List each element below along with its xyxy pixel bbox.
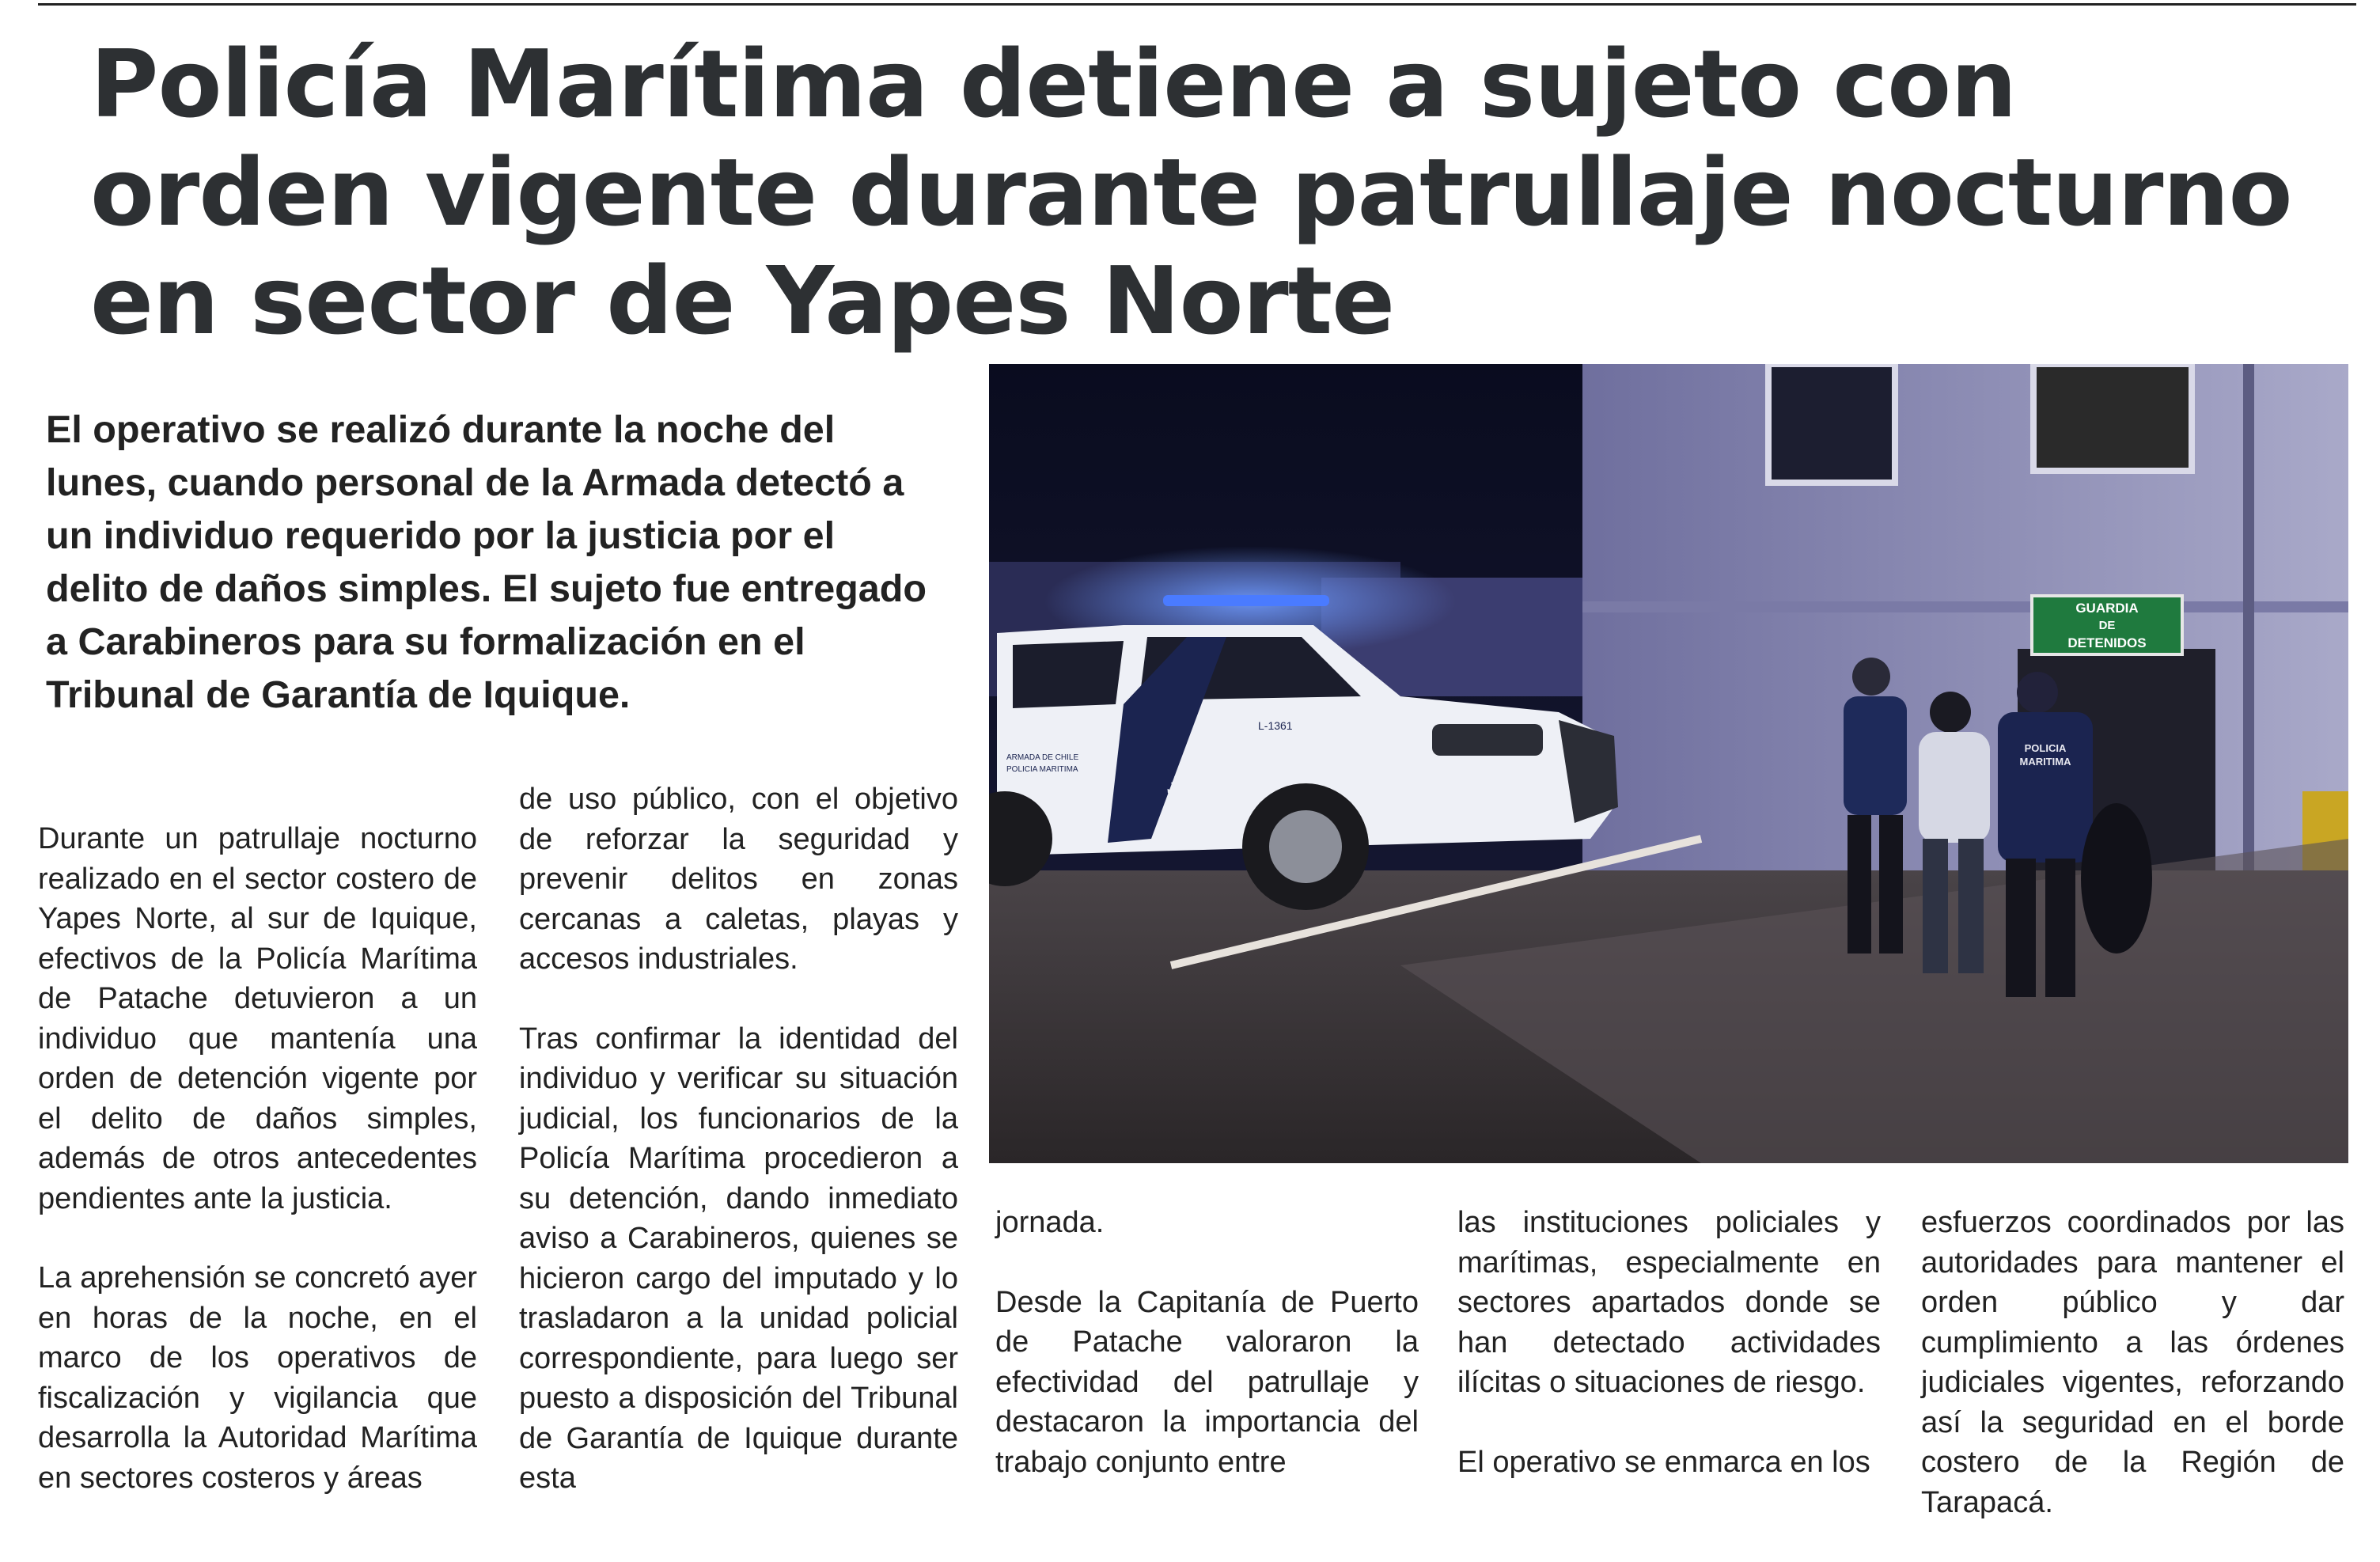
headline: Policía Marítima detiene a sujeto con orden vigente durante patrullaje nocturno en sector de Yapes Norte [90,29,2292,355]
body-paragraph: La aprehensión se concretó ayer en horas de la noche, en el marco de los operativos de fiscalización y vigilancia que desarrolla la Autoridad Marítima en sectores costeros y áreas [38,1261,477,1495]
truck-id: L-1361 [1258,719,1293,732]
sign-line-3: DETENIDOS [2067,635,2147,650]
lead-paragraph: El operativo se realizó durante la noche del lunes, cuando personal de la Armada detectó a un individuo requerido por la justicia por el delito de daños simples. El sujeto fue entregado a Carabineros para su formalización en el Tribunal de Garantía de Iquique. [46,408,927,716]
body-column-3 [995,1203,1419,1522]
body-column-5 [1921,1203,2344,1562]
body-paragraph: Tras confirmar la identidad del individuo y verificar su situación judicial, los funcionarios de la Policía Marítima procedieron a su detención, dando inmediato aviso a Carabineros, quienes se hicieron cargo del imputado y lo trasladaron a la unidad policial correspondiente, para luego ser puesto a disposición del Tribunal de Garantía de Iquique durante esta [519,1022,958,1495]
photo-scene [989,364,2348,1163]
body-paragraph: jornada. [995,1206,1105,1239]
carried-bag [2081,803,2152,954]
building-ledge [1582,601,2348,612]
body-column-4 [1457,1203,1881,1522]
window [1768,364,1895,483]
body-paragraph: esfuerzos coordinados por las autoridades para mantener el orden público y dar cumplimiento a las órdenes judiciales vigentes, reforzando así la seguridad en el borde costero de la Región de Tarapacá. [1921,1206,2344,1519]
guardia-sign [2032,596,2182,654]
body-paragraph: Desde la Capitanía de Puerto de Patache valoraron la efectividad del patrullaje y destacaron la importancia del trabajo conjunto entre [995,1285,1419,1479]
officer-back-line-2: MARITIMA [2019,756,2071,768]
anchor-icon: ⚓ [1165,770,1191,802]
body-column-2 [519,779,958,1538]
body-paragraph: Durante un patrullaje nocturno realizado en el sector costero de Yapes Norte, al sur de Iquique, efectivos de la Policía Marítima de Patache detuvieron a un individuo que mantenía una orden de detención vigente por el delito de daños simples, además de otros antecedentes pendientes ante la justicia. [38,822,477,1215]
sign-line-1: GUARDIA [2075,601,2139,616]
sign-line-2: DE [2098,619,2116,632]
window [2033,364,2192,471]
body-paragraph: las instituciones policiales y marítimas, especialmente en sectores apartados donde se han detectado actividades ilícitas o situaciones de riesgo. [1457,1206,1881,1399]
truck-door-line-1: ARMADA DE CHILE [1006,753,1079,762]
body-column-1 [38,819,477,1537]
top-rule [38,3,2356,6]
truck-door-line-2: POLICIA MARITIMA [1006,765,1078,774]
body-paragraph: El operativo se enmarca en los [1457,1445,1870,1479]
body-paragraph: de uso público, con el objetivo de reforzar la seguridad y prevenir delitos en zonas cercanas a caletas, playas y accesos industriales. [519,783,958,976]
news-photo [989,364,2348,1163]
officer-back-line-1: POLICIA [2024,742,2067,754]
police-light-bar [1163,595,1329,606]
